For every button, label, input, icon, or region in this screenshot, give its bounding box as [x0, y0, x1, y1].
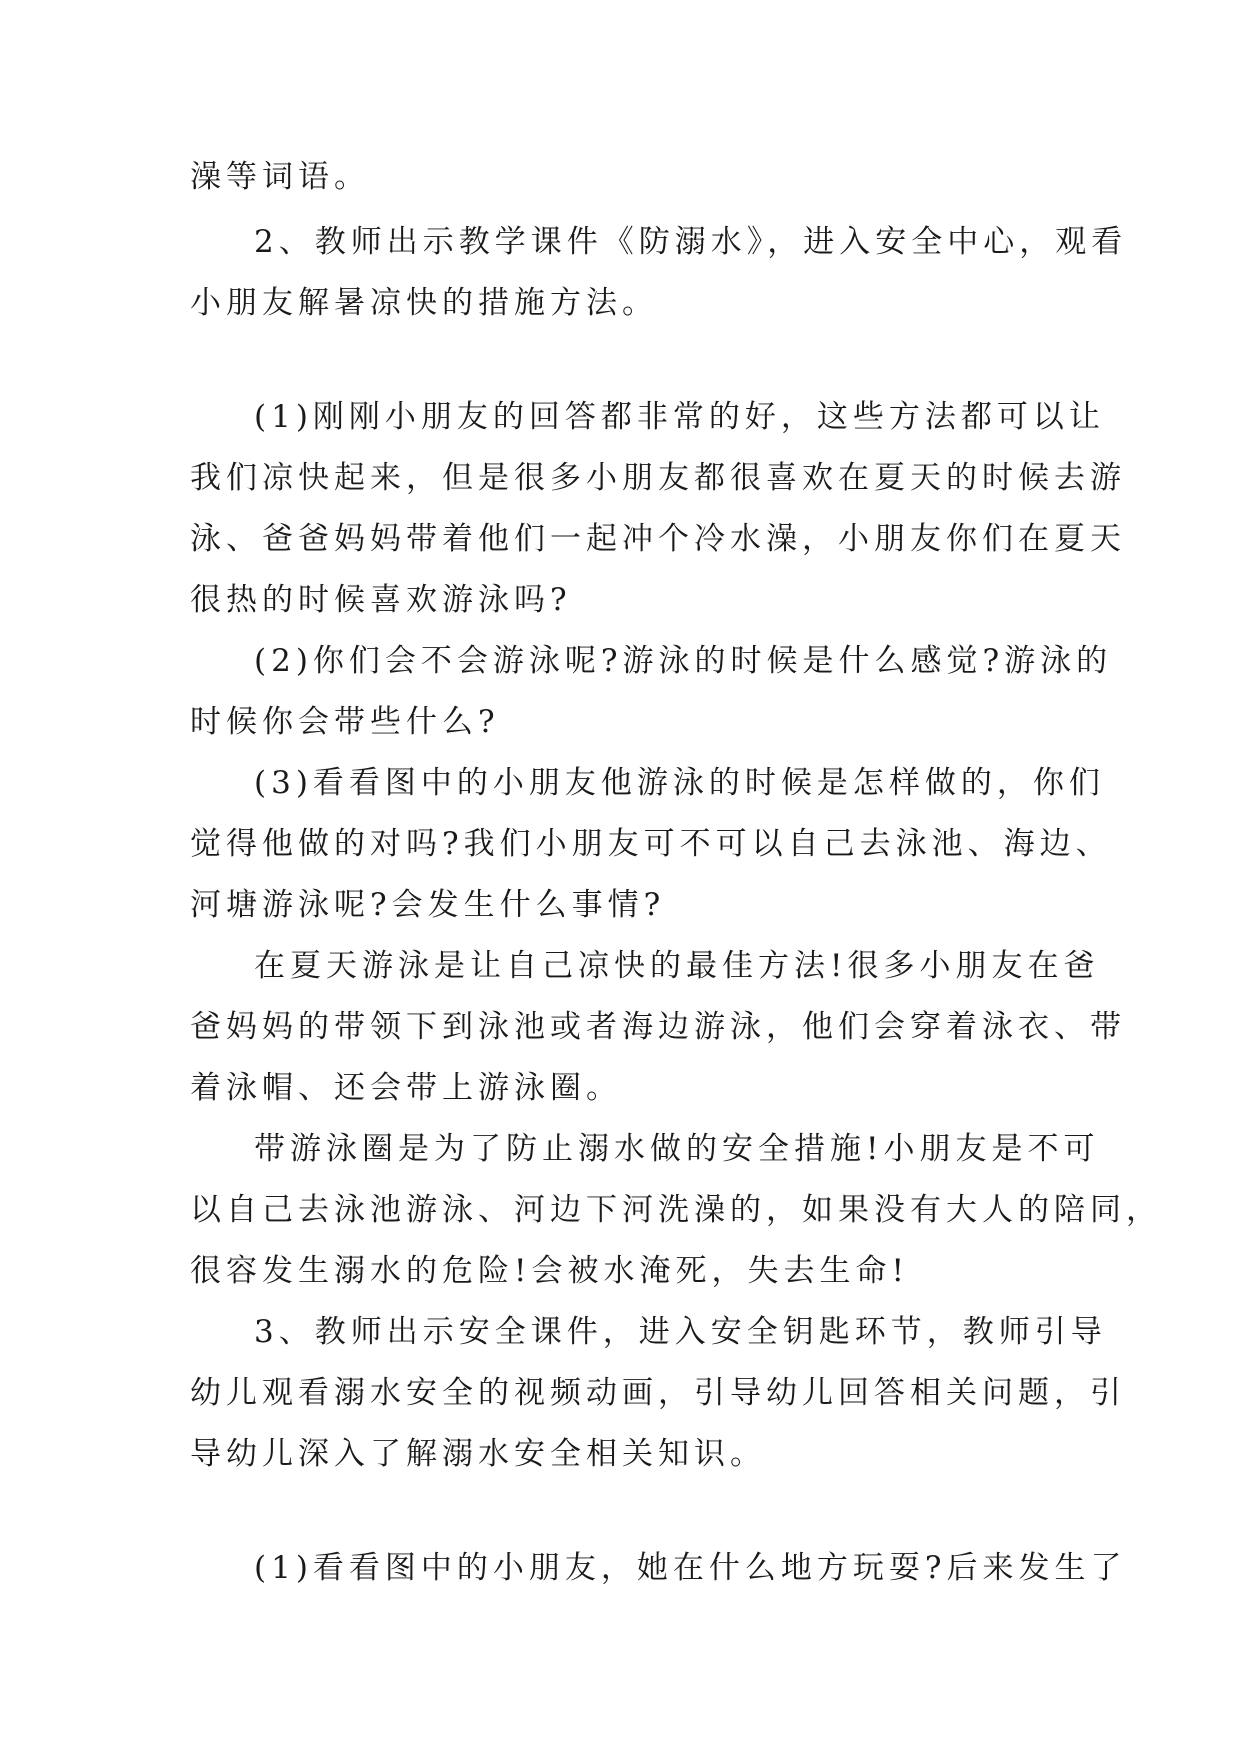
text-line: 很容发生溺水的危险!会被水淹死，失去生命! — [190, 1253, 909, 1289]
text-line: 导幼儿深入了解溺水安全相关知识。 — [190, 1436, 766, 1472]
text-line: (3)看看图中的小朋友他游泳的时候是怎样做的，你们 — [254, 765, 1105, 801]
text-line: 在夏天游泳是让自己凉快的最佳方法!很多小朋友在爸 — [254, 948, 1100, 984]
text-line: 3、教师出示安全课件，进入安全钥匙环节，教师引导 — [254, 1314, 1107, 1350]
text-line: 我们凉快起来，但是很多小朋友都很喜欢在夏天的时候去游 — [190, 460, 1126, 496]
text-line: 觉得他做的对吗?我们小朋友可不可以自己去泳池、海边、 — [190, 826, 1112, 862]
text-line: 着泳帽、还会带上游泳圈。 — [190, 1070, 622, 1106]
text-line: 时候你会带些什么? — [190, 704, 500, 740]
text-line: 泳、爸爸妈妈带着他们一起冲个冷水澡，小朋友你们在夏天 — [190, 521, 1126, 557]
text-line: 以自己去泳池游泳、河边下河洗澡的，如果没有大人的陪同， — [190, 1192, 1162, 1228]
text-line: 2、教师出示教学课件《防溺水》，进入安全中心，观看 — [254, 224, 1128, 260]
text-line: 幼儿观看溺水安全的视频动画，引导幼儿回答相关问题，引 — [190, 1375, 1126, 1411]
text-line: 小朋友解暑凉快的措施方法。 — [190, 285, 658, 321]
text-line: (1)看看图中的小朋友，她在什么地方玩耍?后来发生了 — [254, 1550, 1127, 1586]
text-line: 河塘游泳呢?会发生什么事情? — [190, 887, 666, 923]
text-line: (1)刚刚小朋友的回答都非常的好，这些方法都可以让 — [254, 399, 1105, 435]
text-line: 澡等词语。 — [190, 159, 370, 195]
text-line: 爸妈妈的带领下到泳池或者海边游泳，他们会穿着泳衣、带 — [190, 1009, 1126, 1045]
text-line: (2)你们会不会游泳呢?游泳的时候是什么感觉?游泳的 — [254, 643, 1113, 679]
text-line: 很热的时候喜欢游泳吗? — [190, 582, 572, 618]
text-line: 带游泳圈是为了防止溺水做的安全措施!小朋友是不可 — [254, 1131, 1100, 1167]
